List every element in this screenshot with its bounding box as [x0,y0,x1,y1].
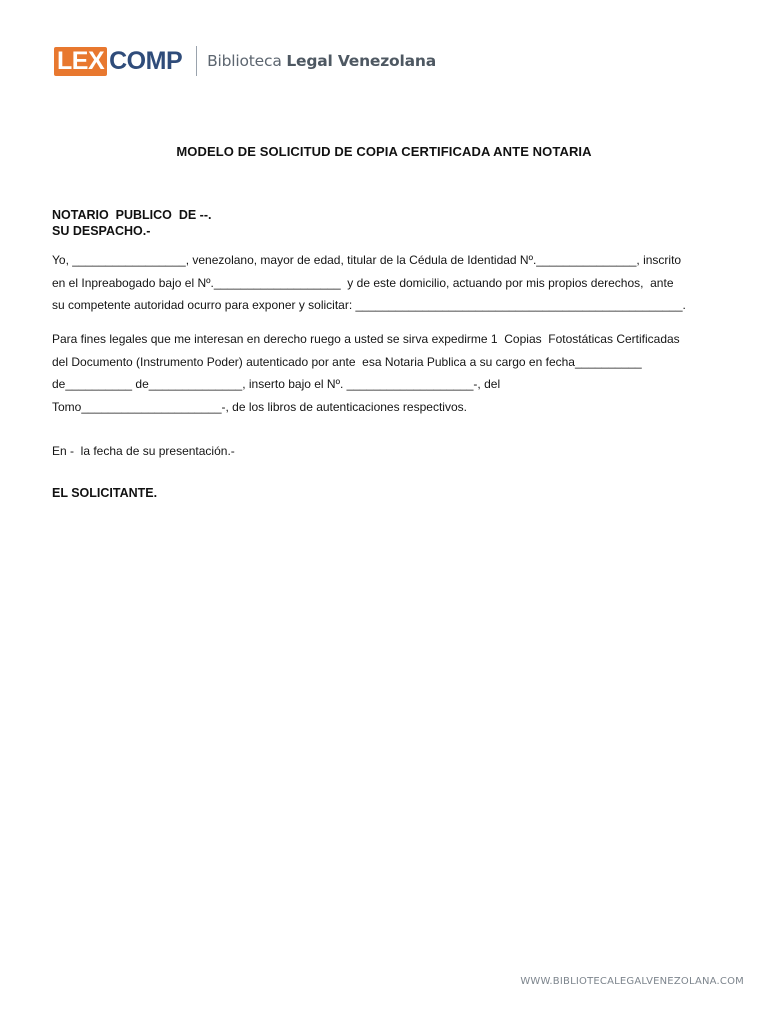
logo-divider [196,46,197,76]
paragraph-identity [52,249,712,317]
paragraph-line: su competente autoridad ocurro para exponer y solicitar: _________________________________________________. [52,298,686,312]
paragraph-line: del Documento (Instrumento Poder) autenticado por ante esa Notaria Publica a su cargo en fecha__________ [52,354,642,369]
paragraph-line: de__________ de______________, inserto bajo el Nº. ___________________-, del [52,377,501,391]
paragraph-line: Para fines legales que me interesan en derecho ruego a usted se sirva expedirme 1 Copias Fotostáticas Certificadas [52,332,680,346]
paragraph-line: Yo, _________________, venezolano, mayor de edad, titular de la Cédula de Identidad Nº._______________, inscrito [52,253,682,267]
site-header [54,44,436,78]
lexcomp-logo[interactable] [54,47,182,76]
signer-label: EL SOLICITANTE. [52,486,158,500]
logo-comp-text: COMP [109,46,183,75]
paragraph-line: en el Inpreabogado bajo el Nº.___________________ y de este domicilio, actuando por mis propios derechos, ante [52,275,674,290]
paragraph-request [52,328,712,418]
tagline-regular: Biblioteca [207,52,287,70]
addressee-line-1: NOTARIO PUBLICO DE --. [52,208,212,222]
paragraph-line: En - la fecha de su presentación.- [52,444,235,458]
paragraph-date [52,440,712,463]
logo-lex-text: LEX [54,47,107,76]
paragraph-line: Tomo_____________________-, de los libros de autenticaciones respectivos. [52,399,467,414]
tagline-bold: Legal Venezolana [286,52,436,70]
document-title: MODELO DE SOLICITUD DE COPIA CERTIFICADA ANTE NOTARIA [176,144,592,159]
addressee-line-2: SU DESPACHO.- [52,224,151,238]
logo-tagline [207,52,436,70]
footer-website-link[interactable]: WWW.BIBLIOTECALEGALVENEZOLANA.COM [520,976,744,987]
addressee-block [52,207,212,239]
